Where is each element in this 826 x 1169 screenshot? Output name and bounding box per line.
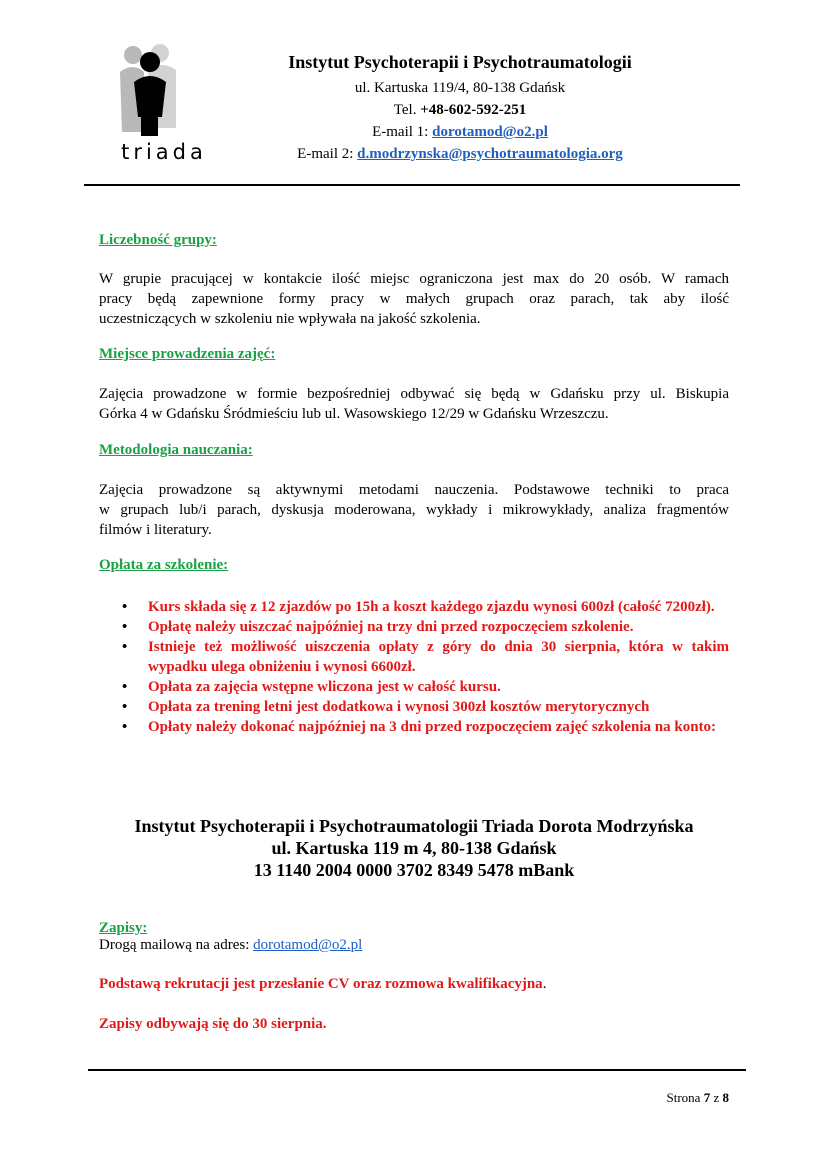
page-number	[667, 1090, 729, 1106]
paragraph-line: Zajęcia prowadzone w formie bezpośredniej odbywać się będą w Gdańsku przy ul. Biskupia	[99, 386, 729, 402]
logo-wordmark: triada	[121, 140, 207, 164]
paragraph-line: Górka 4 w Gdańsku Śródmieściu lub ul. Wasowskiego 12/29 w Gdańsku Wrzeszczu.	[99, 406, 609, 422]
enrollment-deadline: Zapisy odbywają się do 30 sierpnia.	[99, 1016, 327, 1032]
email1-link[interactable]: dorotamod@o2.pl	[432, 124, 548, 140]
page-of: z	[710, 1090, 723, 1105]
institute-address: ul. Kartuska 119/4, 80-138 Gdańsk	[354, 80, 566, 96]
fee-item-text: Opłatę należy uiszczać najpóźniej na trzy dni przed rozpoczęciem szkolenie.	[148, 619, 634, 635]
bullet: •	[122, 639, 128, 655]
institute-title: Instytut Psychoterapii i Psychotraumatologii	[288, 52, 632, 72]
recruitment-period: .	[542, 976, 547, 992]
fee-item-text: Kurs składa się z 12 zjazdów po 15h a koszt każdego zjazdu wynosi 600zł (całość 7200zł).	[148, 599, 715, 615]
fee-item-text: Opłaty należy dokonać najpóźniej na 3 dni przed rozpoczęciem zajęć szkolenia na konto:	[148, 719, 717, 735]
phone-line	[220, 100, 700, 120]
bullet: •	[122, 699, 128, 715]
email2-line	[220, 144, 700, 164]
fee-item	[122, 597, 729, 617]
fee-heading: Opłata za szkolenie:	[99, 557, 229, 573]
paragraph-line: Zajęcia prowadzone są aktywnymi metodami nauczenia. Podstawowe techniki to praca	[99, 482, 729, 498]
logo-figures-icon	[104, 42, 224, 142]
paragraph-line: filmów i literatury.	[99, 522, 212, 538]
bank-account-number: 13 1140 2004 0000 3702 8349 5478 mBank	[253, 860, 575, 880]
current-page: 7	[703, 1090, 711, 1105]
paragraph-line: W grupie pracującej w kontakcie ilość miejsc ograniczona jest max do 20 osób. W ramach	[99, 271, 729, 287]
email1-label: E-mail 1:	[372, 124, 433, 140]
bank-account-holder: Instytut Psychoterapii i Psychotraumatologii Triada Dorota Modrzyńska	[134, 816, 694, 836]
recruitment-text: Podstawą rekrutacji jest przesłanie CV oraz rozmowa kwalifikacyjna	[99, 976, 543, 992]
phone-number: +48-602-592-251	[420, 102, 527, 118]
fee-list	[99, 597, 729, 737]
location-paragraph	[99, 384, 729, 424]
footer-divider	[88, 1069, 746, 1071]
email1-line	[220, 122, 700, 142]
enrollment-heading: Zapisy:	[99, 920, 148, 936]
page-label: Strona	[666, 1090, 704, 1105]
enrollment-text	[99, 937, 362, 954]
bullet: •	[122, 719, 128, 735]
paragraph-line: uczestniczących w szkoleniu nie wpływała na jakość szkolenia.	[99, 311, 481, 327]
bank-address: ul. Kartuska 119 m 4, 80-138 Gdańsk	[271, 838, 557, 858]
enrollment-label: Drogą mailową na adres:	[99, 937, 254, 953]
location-heading: Miejsce prowadzenia zajęć:	[99, 346, 276, 362]
fee-item	[122, 637, 729, 677]
fee-item-text: Opłata za zajęcia wstępne wliczona jest w całość kursu.	[148, 679, 501, 695]
paragraph-line: w grupach lub/i parach, dyskusja moderowana, wykłady i mikrowykłady, analiza fragmentów	[99, 502, 729, 518]
email2-label: E-mail 2:	[297, 146, 358, 162]
fee-item-text: Istnieje też możliwość uiszczenia opłaty z góry do dnia 30 sierpnia, która w takim wypadku ulega obniżeniu i wynosi 6600zł.	[148, 639, 729, 675]
fee-item	[122, 677, 729, 697]
header-divider	[84, 184, 740, 186]
paragraph-line: pracy będą zapewnione formy pracy w małych grupach oraz parach, tak aby ilość	[99, 291, 729, 307]
fee-item-text: Opłata za trening letni jest dodatkowa i wynosi 300zł kosztów merytorycznych	[148, 699, 650, 715]
total-pages: 8	[722, 1090, 729, 1105]
fee-item	[122, 697, 729, 717]
email2-link[interactable]: d.modrzynska@psychotraumatologia.org	[357, 146, 623, 162]
group-size-paragraph	[99, 269, 729, 329]
group-size-heading: Liczebność grupy:	[99, 232, 217, 248]
fee-item	[122, 717, 729, 737]
enrollment-email-link[interactable]: dorotamod@o2.pl	[253, 937, 363, 953]
bullet: •	[122, 599, 128, 615]
methodology-paragraph	[99, 480, 729, 540]
phone-label: Tel.	[393, 102, 421, 118]
recruitment-note	[99, 976, 546, 993]
methodology-heading: Metodologia nauczania:	[99, 442, 253, 458]
fee-item	[122, 617, 729, 637]
bullet: •	[122, 619, 128, 635]
bullet: •	[122, 679, 128, 695]
